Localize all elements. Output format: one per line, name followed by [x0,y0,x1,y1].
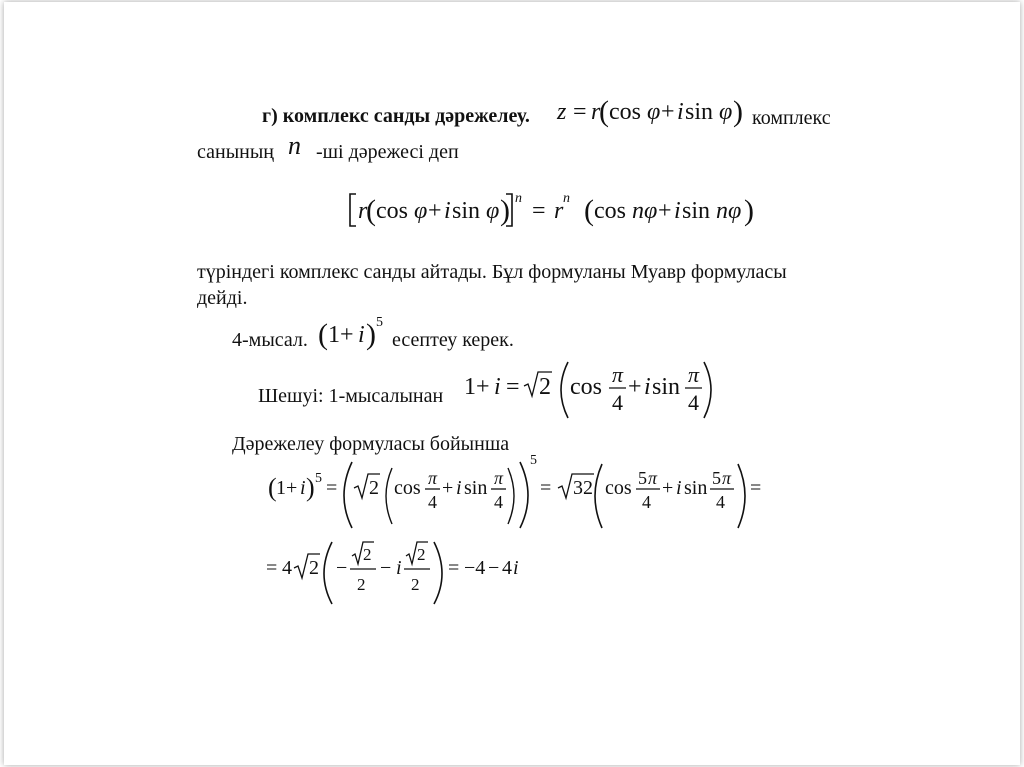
svg-text:i: i [456,477,462,499]
svg-text:π: π [494,468,504,488]
svg-text:i: i [676,477,682,499]
svg-text:4: 4 [688,390,699,415]
svg-text:−: − [488,557,500,579]
svg-text:2: 2 [357,575,366,594]
svg-text:5: 5 [530,453,537,468]
paragraph-line-1: түріндегі комплекс санды айтады. Бұл формуланы Муавр формуласы [197,261,787,283]
svg-text:sin: sin [682,198,711,224]
svg-text:cos: cos [594,198,626,224]
svg-text:sin: sin [684,477,708,499]
svg-text:i: i [674,198,681,224]
svg-text:n: n [563,191,570,206]
svg-text:z: z [557,99,567,125]
svg-text:): ) [306,473,315,502]
svg-text:5: 5 [638,468,647,488]
paragraph-line-2: дейді. [197,287,248,309]
calc-line-1 [268,452,768,532]
svg-text:+: + [661,99,675,125]
svg-text:r: r [358,198,368,224]
svg-text:nφ: nφ [716,198,742,224]
svg-text:−: − [380,557,392,579]
svg-text:nφ: nφ [632,198,658,224]
solution-label: Шешуі: 1-мысалынан [258,385,444,407]
svg-text:i: i [358,322,365,348]
svg-text:): ) [500,194,510,227]
example-task: есептеу керек. [392,329,514,351]
svg-text:π: π [688,362,700,387]
calc-line-2 [266,534,556,608]
svg-text:2: 2 [363,545,372,564]
svg-text:+: + [628,374,642,400]
svg-text:1: 1 [464,374,476,400]
svg-text:i: i [677,99,684,125]
svg-text:5: 5 [376,315,383,330]
svg-text:i: i [494,374,501,400]
heading-formula [555,92,745,132]
svg-text:sin: sin [464,477,488,499]
svg-text:(: ( [366,194,376,227]
svg-text:+: + [662,477,674,499]
svg-text:1: 1 [328,322,340,348]
svg-text:cos: cos [609,99,641,125]
svg-text:i: i [513,557,519,579]
svg-text:5: 5 [315,471,322,486]
solution-formula [464,354,714,426]
svg-text:=: = [266,557,278,579]
svg-text:2: 2 [411,575,420,594]
svg-text:2: 2 [539,374,551,400]
svg-text:sin: sin [652,374,681,400]
svg-text:sin: sin [685,99,714,125]
heading-tail: комплекс [752,107,831,129]
svg-text:π: π [722,468,732,488]
svg-text:5: 5 [712,468,721,488]
svg-text:cos: cos [376,198,408,224]
svg-text:=: = [506,374,520,400]
svg-text:=: = [750,477,762,499]
svg-text:π: π [648,468,658,488]
svg-text:=: = [540,477,552,499]
svg-text:sin: sin [452,198,481,224]
svg-text:−4: −4 [464,557,486,579]
svg-text:4: 4 [642,492,651,512]
example-label: 4-мысал. [232,329,308,351]
svg-text:−: − [336,557,348,579]
svg-text:π: π [428,468,438,488]
svg-text:4: 4 [428,492,437,512]
svg-text:): ) [733,95,743,128]
svg-text:cos: cos [570,374,602,400]
svg-text:=: = [532,198,546,224]
svg-text:i: i [300,477,306,499]
svg-text:r: r [591,99,601,125]
svg-text:+: + [476,374,490,400]
svg-text:4: 4 [282,557,292,579]
intro-var-n: n [288,131,301,160]
section-heading: г) комплекс санды дәрежелеу. [262,105,530,127]
svg-text:(: ( [599,95,609,128]
svg-text:φ: φ [486,198,500,224]
svg-text:(: ( [318,318,328,351]
svg-text:π: π [612,362,624,387]
svg-text:=: = [573,99,587,125]
example-expression [318,314,388,354]
svg-text:=: = [326,477,338,499]
intro-text-2: -ші дәрежесі деп [316,141,459,163]
svg-text:4: 4 [612,390,623,415]
svg-text:φ: φ [647,99,661,125]
svg-text:φ: φ [719,99,733,125]
svg-text:+: + [658,198,672,224]
svg-text:i: i [444,198,451,224]
svg-text:i: i [644,374,651,400]
svg-text:+: + [340,322,354,348]
svg-text:φ: φ [414,198,428,224]
by-formula-label: Дәрежелеу формуласы бойынша [232,433,510,455]
intro-text-1: санының [197,141,274,163]
svg-text:32: 32 [573,477,593,499]
svg-text:r: r [554,198,564,224]
svg-text:2: 2 [309,557,319,579]
svg-text:4: 4 [494,492,503,512]
svg-text:): ) [744,194,754,227]
svg-text:+: + [286,477,298,499]
svg-text:(: ( [268,473,277,502]
svg-text:4: 4 [502,557,512,579]
svg-text:(: ( [584,194,594,227]
svg-text:cos: cos [394,477,421,499]
svg-text:+: + [428,198,442,224]
svg-text:=: = [448,557,460,579]
svg-text:i: i [396,557,402,579]
svg-text:1: 1 [276,477,286,499]
svg-text:n: n [515,191,522,206]
moivre-formula [348,188,768,232]
svg-text:4: 4 [716,492,725,512]
svg-text:): ) [366,318,376,351]
svg-text:2: 2 [417,545,426,564]
svg-text:cos: cos [605,477,632,499]
svg-text:+: + [442,477,454,499]
svg-text:2: 2 [369,477,379,499]
